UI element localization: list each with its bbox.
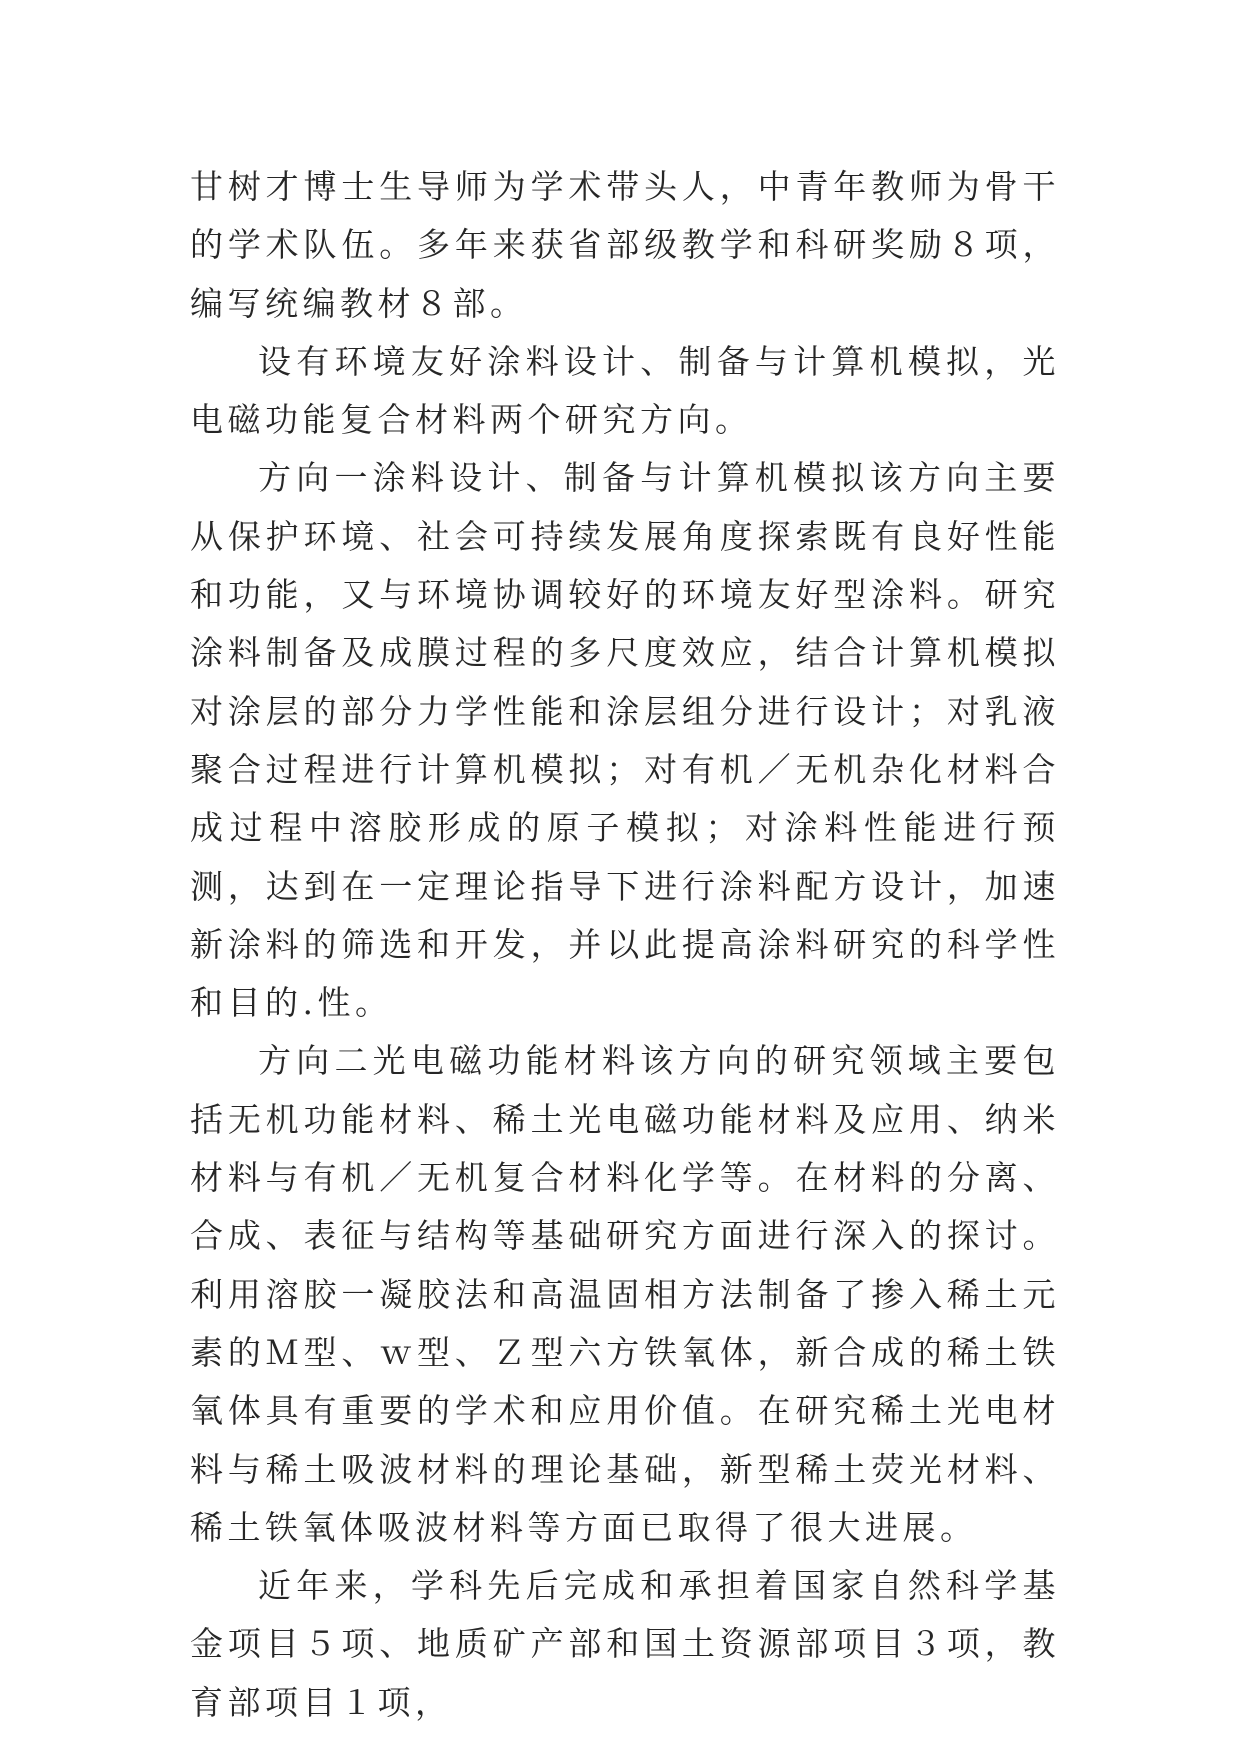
paragraph-1: 甘树才博士生导师为学术带头人，中青年教师为骨干的学术队伍。多年来获省部级教学和科研奖励８项，编写统编教材８部。 (190, 167, 1060, 323)
paragraph-2: 设有环境友好涂料设计、制备与计算机模拟，光电磁功能复合材料两个研究方向。 (190, 341, 1060, 440)
paragraph-4: 方向二光电磁功能材料该方向的研究领域主要包括无机功能材料、稀土光电磁功能材料及应用、纳米材料与有机／无机复合材料化学等。在材料的分离、合成、表征与结构等基础研究方面进行深入的探讨。利用溶胶一凝胶法和高温固相方法制备了掺入稀土元素的Ｍ型、ｗ型、Ｚ型六方铁氧体，新合成的稀土铁氧体具有重要的学术和应用价值。在研究稀土光电材料与稀土吸波材料的理论基础，新型稀土荧光材料、稀土铁氧体吸波材料等方面已取得了很大进展。 (190, 1041, 1060, 1547)
paragraph-3: 方向一涂料设计、制备与计算机模拟该方向主要从保护环境、社会可持续发展角度探索既有良好性能和功能，又与环境协调较好的环境友好型涂料。研究涂料制备及成膜过程的多尺度效应，结合计算机模拟对涂层的部分力学性能和涂层组分进行设计；对乳液聚合过程进行计算机模拟；对有机／无机杂化材料合成过程中溶胶形成的原子模拟；对涂料性能进行预测，达到在一定理论指导下进行涂料配方设计，加速新涂料的筛选和开发，并以此提高涂料研究的科学性和目的.性。 (190, 458, 1060, 1023)
document-body (190, 158, 1060, 1732)
paragraph-5: 近年来，学科先后完成和承担着国家自然科学基金项目５项、地质矿产部和国土资源部项目３项，教育部项目１项， (190, 1566, 1060, 1722)
